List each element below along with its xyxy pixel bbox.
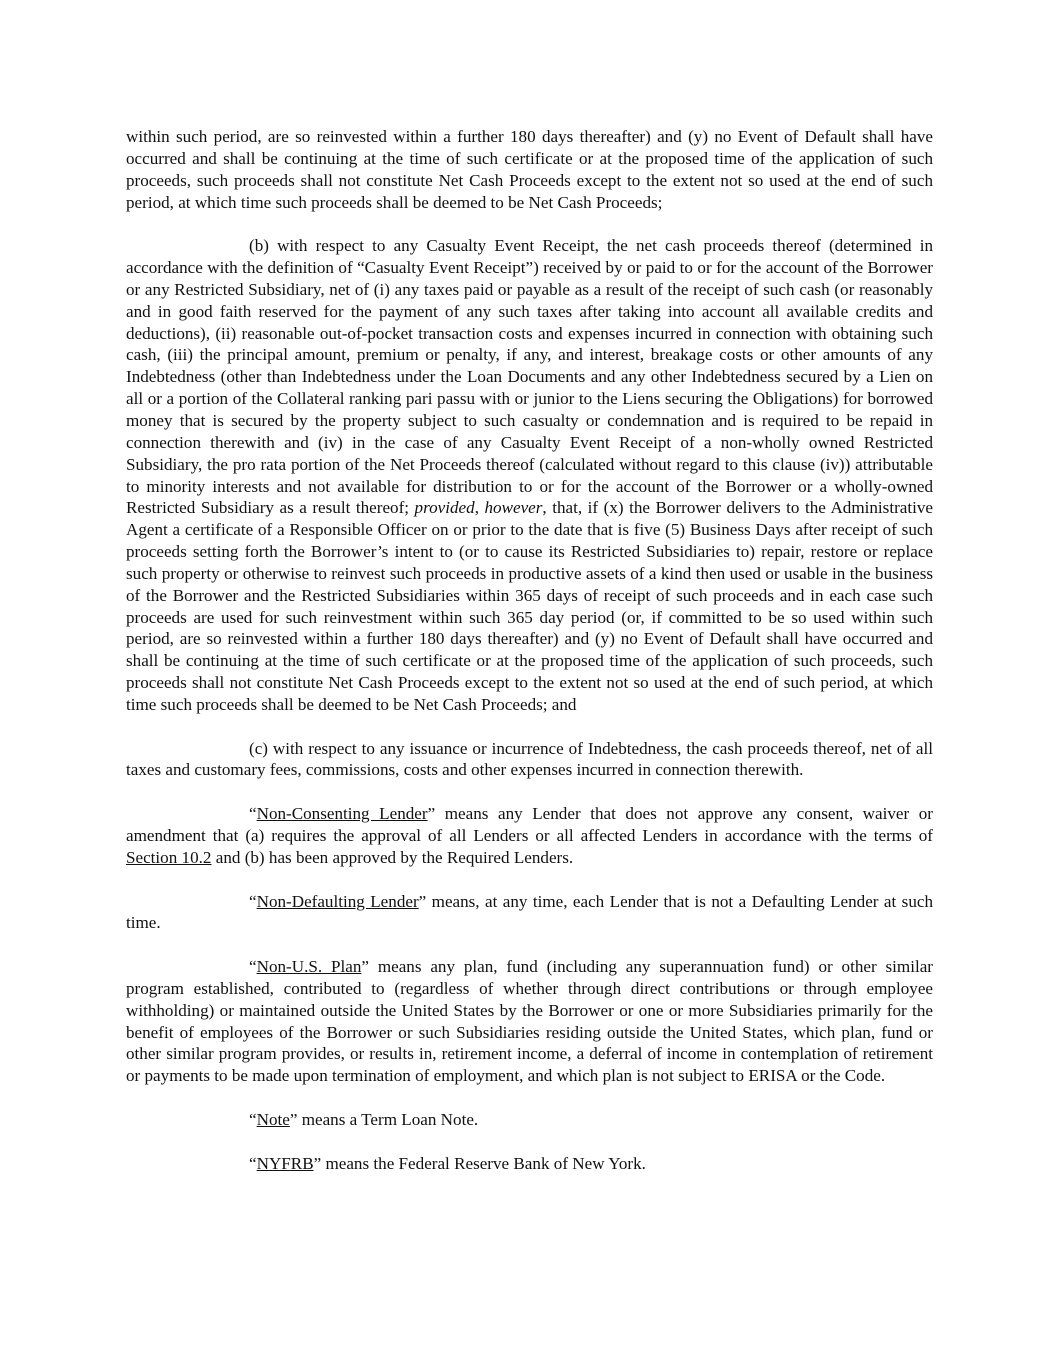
defined-term-note: Note [256,1109,290,1129]
open-quote: “ [249,1109,257,1129]
definition-text: ” means any plan, fund (including any superannuation fund) or other similar program established, contributed to (regardless of whether through direct contributions or through employee withholding) or maintained outside the United States by the Borrower or one or more Subsidiaries primarily for the benefit of employees of the Borrower or such Subsidiaries residing outside the United States, which plan, fund or other similar program provides, or results in, retirement income, a deferral of income in contemplation of retirement or payments to be made upon termination of employment, and which plan is not subject to ERISA or the Code. [126,957,933,1086]
definition-note [126,1109,933,1131]
paragraph-net-cash-proceeds-c: (c) with respect to any issuance or incurrence of Indebtedness, the cash proceeds thereof, net of all taxes and customary fees, commissions, costs and other expenses incurred in connection therewith. [126,738,933,780]
document-page [126,126,933,1196]
clause-b-text-part-1: (b) with respect to any Casualty Event Receipt, the net cash proceeds thereof (determined in accordance with the definition of “Casualty Event Receipt”) received by or paid to or for the account of the Borrower or any Restricted Subsidiary, net of (i) any taxes paid or payable as a result of the receipt of such cash (or reasonably and in good faith reserved for the payment of any such taxes after taking into account all available credits and deductions), (ii) reasonable out-of-pocket transaction costs and expenses incurred in connection with obtaining such cash, (iii) the principal amount, premium or penalty, if any, and interest, breakage costs or other amounts of any Indebtedness (other than Indebtedness under the Loan Documents and any other Indebtedness secured by a Lien on all or a portion of the Collateral ranking pari passu with or junior to the Liens securing the Obligations) for borrowed money that is secured by the property subject to such casualty or condemnation and is required to be repaid in connection therewith and (iv) in the case of any Casualty Event Receipt of a non-wholly owned Restricted Subsidiary, the pro rata portion of the Net Proceeds thereof (calculated without regard to this clause (iv)) attributable to minority interests and not available for distribution to or for the account of the Borrower or a wholly-owned Restricted Subsidiary as a result thereof; [126,236,933,518]
clause-b-text-part-2: , that, if (x) the Borrower delivers to the Administrative Agent a certificate of a Responsible Officer on or prior to the date that is five (5) Business Days after receipt of such proceeds setting forth the Borrower’s intent to (or to cause its Restricted Subsidiaries to) repair, restore or replace such property or otherwise to reinvest such proceeds in productive assets of a kind then used or usable in the business of the Borrower and the Restricted Subsidiaries within 365 days of receipt of such proceeds and in each case such proceeds are used for such reinvestment within such 365 day period (or, if committed to be so used within such period, are so reinvested within a further 180 days thereafter) and (y) no Event of Default shall have occurred and shall be continuing at the time of such certificate or at the proposed time of the application of such proceeds, such proceeds shall not constitute Net Cash Proceeds except to the extent not so used at the end of such period, at which time such proceeds shall be deemed to be Net Cash Proceeds; and [126,498,933,714]
definition-nyfrb [126,1153,933,1175]
open-quote: “ [249,804,257,824]
defined-term-nyfrb: NYFRB [256,1153,314,1173]
definition-non-defaulting-lender [126,891,933,935]
open-quote: “ [249,891,257,911]
definition-non-us-plan [126,956,933,1087]
definition-text: ” means, at any time, each Lender that is not a Defaulting Lender at such time. [126,891,933,933]
defined-term-non-us-plan: Non-U.S. Plan [256,957,362,977]
defined-term-non-consenting-lender: Non-Consenting Lender [256,804,428,824]
open-quote: “ [249,957,257,977]
clause-b-separator: , [474,498,485,518]
paragraph-net-cash-proceeds-b [126,235,933,716]
definition-text-part-2: and (b) has been approved by the Required Lenders. [211,847,574,867]
open-quote: “ [249,1153,257,1173]
defined-term-non-defaulting-lender: Non-Defaulting Lender [256,891,419,911]
definition-text-part-1: ” means any Lender that does not approve any consent, waiver or amendment that (a) requires the approval of all Lenders or all affected Lenders in accordance with the terms of [126,804,933,845]
definition-text: ” means the Federal Reserve Bank of New York. [313,1153,646,1173]
definition-non-consenting-lender [126,803,933,869]
section-reference-10-2[interactable]: Section 10.2 [126,847,212,867]
paragraph-net-cash-proceeds-a-continued: within such period, are so reinvested within a further 180 days thereafter) and (y) no Event of Default shall have occurred and shall be continuing at the time of such certificate or at the proposed time of the application of such proceeds, such proceeds shall not constitute Net Cash Proceeds except to the extent not so used at the end of such period, at which time such proceeds shall be deemed to be Net Cash Proceeds; [126,127,933,212]
definition-text: ” means a Term Loan Note. [289,1109,479,1129]
however-italic: however [484,498,543,518]
provided-italic: provided [414,498,475,518]
